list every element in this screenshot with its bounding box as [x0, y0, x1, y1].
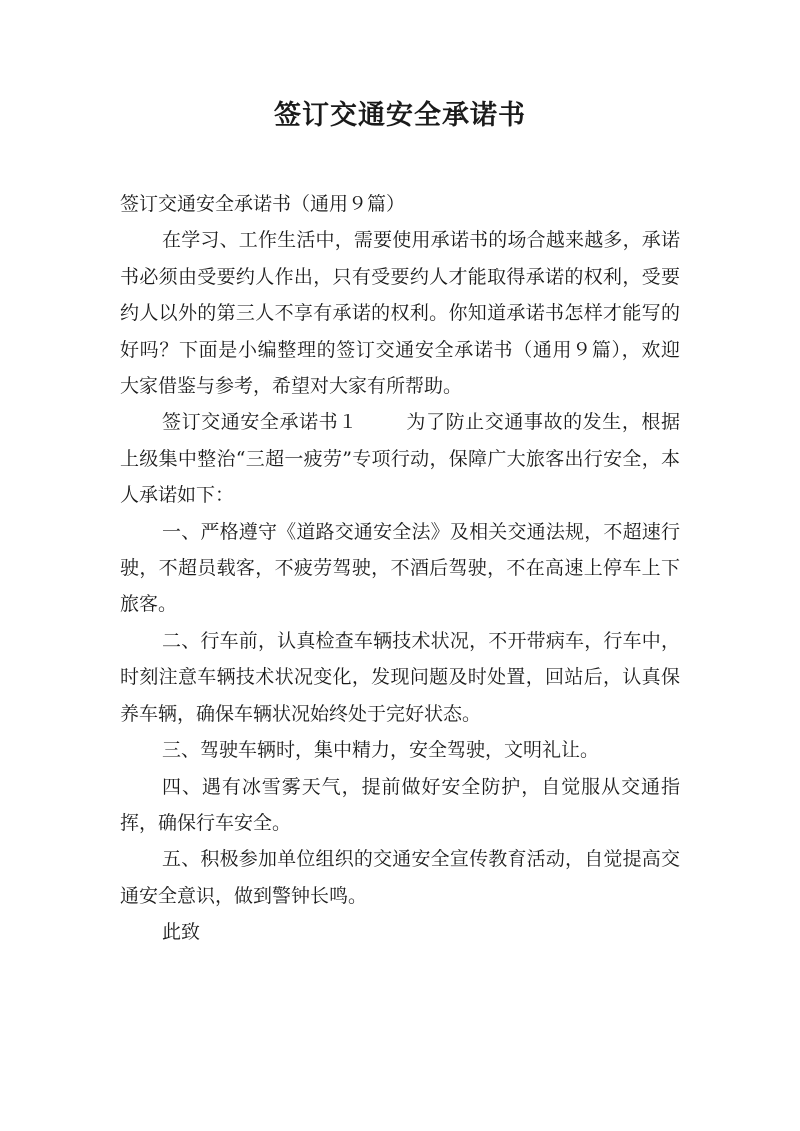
- pledge-item-4: 四、遇有冰雪雾天气，提前做好安全防护，自觉服从交通指挥，确保行车安全。: [120, 775, 680, 834]
- section-1-paragraph: [120, 404, 680, 513]
- document-subtitle: 签订交通安全承诺书（通用９篇）: [120, 193, 406, 215]
- section-1-lead: 为了防止交通事故的发生，根据上级集中整治“三超一疲劳”专项行动，保障广大旅客出行安全，本人承诺如下：: [120, 411, 680, 507]
- pledge-item-2: 二、行车前，认真检查车辆技术状况，不开带病车，行车中，时刻注意车辆技术状况变化，发现问题及时处置，回站后，认真保养车辆，确保车辆状况始终处于完好状态。: [120, 629, 680, 725]
- section-1-heading: 签订交通安全承诺书１: [162, 411, 358, 434]
- document-body: [120, 186, 680, 951]
- pledge-item-5: 五、积极参加单位组织的交通安全宣传教育活动，自觉提高交通安全意识，做到警钟长鸣。: [120, 848, 680, 907]
- pledge-item-3: 三、驾驶车辆时，集中精力，安全驾驶，文明礼让。: [162, 739, 600, 762]
- closing-salutation: 此致: [162, 921, 201, 944]
- document-title: 签订交通安全承诺书: [274, 100, 526, 131]
- intro-paragraph: 在学习、工作生活中，需要使用承诺书的场合越来越多，承诺书必须由受要约人作出，只有受要约人才能取得承诺的权利，受要约人以外的第三人不享有承诺的权利。你知道承诺书怎样才能写的好吗？下面是小编整理的签订交通安全承诺书（通用９篇），欢迎大家借鉴与参考，希望对大家有所帮助。: [120, 229, 680, 398]
- pledge-item-1: 一、严格遵守《道路交通安全法》及相关交通法规，不超速行驶，不超员载客，不疲劳驾驶，不酒后驾驶，不在高速上停车上下旅客。: [120, 520, 680, 616]
